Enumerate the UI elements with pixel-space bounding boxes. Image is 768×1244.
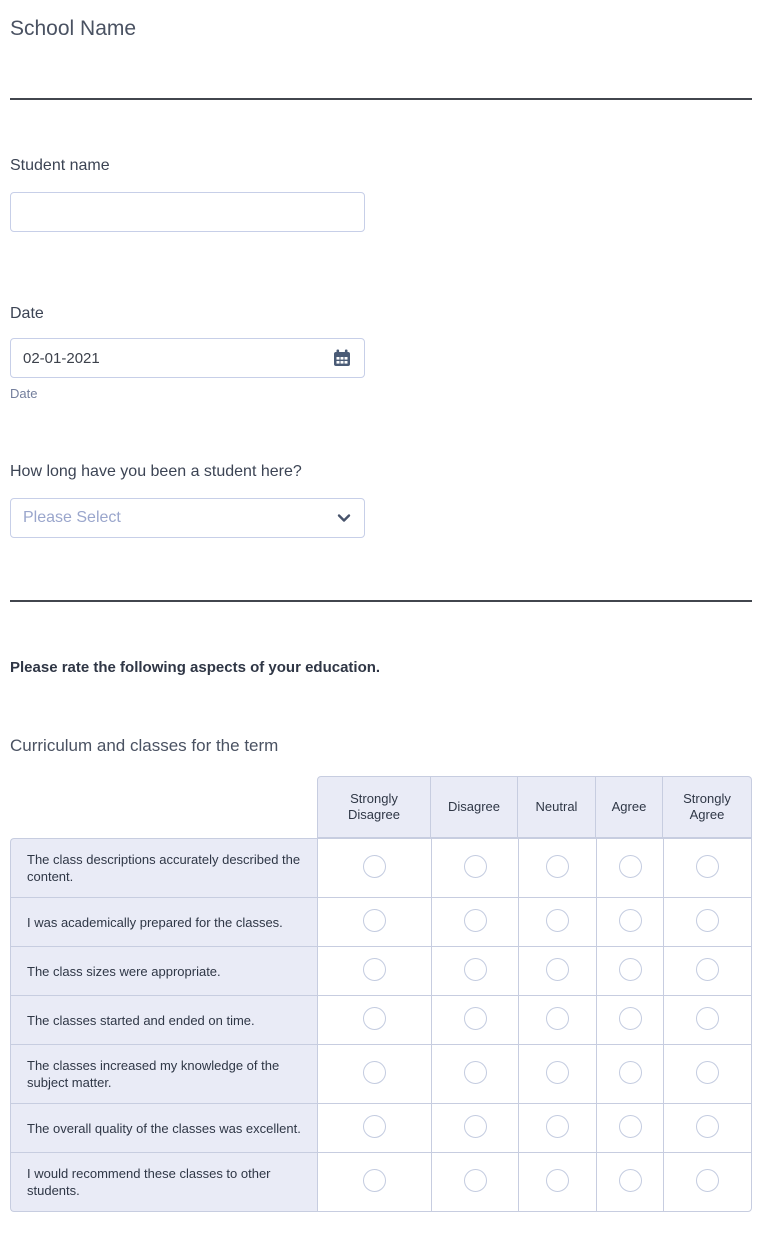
matrix-radio[interactable] (363, 855, 386, 878)
matrix-cell[interactable] (663, 897, 752, 946)
matrix-cell[interactable] (518, 1152, 596, 1212)
matrix-row (10, 897, 752, 946)
matrix-cell[interactable] (317, 838, 431, 897)
duration-select[interactable] (10, 498, 365, 538)
matrix-cell[interactable] (663, 1103, 752, 1152)
matrix-radio[interactable] (464, 909, 487, 932)
matrix-radio[interactable] (619, 855, 642, 878)
matrix-cell[interactable] (596, 838, 663, 897)
matrix-cell[interactable] (596, 1044, 663, 1103)
matrix-cell[interactable] (431, 995, 518, 1044)
matrix-cell[interactable] (663, 1044, 752, 1103)
matrix-radio[interactable] (696, 1007, 719, 1030)
matrix-cell[interactable] (518, 897, 596, 946)
matrix-row (10, 1103, 752, 1152)
matrix-cell[interactable] (596, 995, 663, 1044)
matrix-radio[interactable] (546, 958, 569, 981)
matrix-radio[interactable] (464, 1169, 487, 1192)
section-divider (10, 98, 752, 100)
matrix-cell[interactable] (431, 946, 518, 995)
matrix-corner-cell (10, 776, 317, 838)
matrix-radio[interactable] (546, 1169, 569, 1192)
matrix-cell[interactable] (431, 1044, 518, 1103)
matrix-cell[interactable] (663, 838, 752, 897)
calendar-glyph (332, 348, 352, 368)
matrix-radio[interactable] (363, 1115, 386, 1138)
matrix-cell[interactable] (518, 995, 596, 1044)
rating-intro-text: Please rate the following aspects of your education. (10, 659, 381, 676)
matrix-column-header: Strongly Disagree (317, 776, 431, 838)
matrix-row-label: The classes increased my knowledge of the subject matter. (10, 1044, 317, 1103)
matrix-radio[interactable] (464, 855, 487, 878)
matrix-cell[interactable] (518, 946, 596, 995)
matrix-radio[interactable] (363, 958, 386, 981)
matrix-radio[interactable] (696, 958, 719, 981)
date-sublabel: Date (10, 386, 38, 401)
date-field (10, 338, 365, 378)
matrix-radio[interactable] (619, 1061, 642, 1084)
matrix-radio[interactable] (363, 909, 386, 932)
matrix-radio[interactable] (464, 958, 487, 981)
matrix-header-row (10, 776, 752, 838)
matrix-cell[interactable] (518, 1044, 596, 1103)
matrix-cell[interactable] (663, 1152, 752, 1212)
matrix-cell[interactable] (596, 897, 663, 946)
matrix-radio[interactable] (464, 1061, 487, 1084)
matrix-row-label: I was academically prepared for the classes. (10, 897, 317, 946)
matrix-row (10, 995, 752, 1044)
matrix-radio[interactable] (546, 1061, 569, 1084)
matrix-column-header: Disagree (431, 776, 518, 838)
matrix-row (10, 1044, 752, 1103)
matrix-row (10, 946, 752, 995)
matrix-cell[interactable] (317, 995, 431, 1044)
matrix-radio[interactable] (696, 1115, 719, 1138)
duration-label: How long have you been a student here? (10, 463, 302, 480)
matrix-row (10, 838, 752, 897)
section-divider (10, 600, 752, 602)
matrix-row-label: The class sizes were appropriate. (10, 946, 317, 995)
rating-matrix (10, 776, 752, 1212)
matrix-radio[interactable] (696, 855, 719, 878)
chevron-down-icon (336, 510, 352, 526)
matrix-cell[interactable] (317, 1152, 431, 1212)
matrix-column-header: Strongly Agree (663, 776, 752, 838)
matrix-cell[interactable] (596, 1103, 663, 1152)
matrix-cell[interactable] (596, 1152, 663, 1212)
matrix-cell[interactable] (431, 1152, 518, 1212)
matrix-column-header: Neutral (518, 776, 596, 838)
matrix-radio[interactable] (619, 1115, 642, 1138)
matrix-cell[interactable] (663, 995, 752, 1044)
matrix-row-label: I would recommend these classes to other students. (10, 1152, 317, 1212)
matrix-cell[interactable] (431, 897, 518, 946)
matrix-radio[interactable] (363, 1007, 386, 1030)
matrix-radio[interactable] (696, 909, 719, 932)
matrix-cell[interactable] (596, 946, 663, 995)
matrix-cell[interactable] (518, 1103, 596, 1152)
matrix-radio[interactable] (619, 958, 642, 981)
matrix-radio[interactable] (546, 1115, 569, 1138)
student-name-input[interactable] (10, 192, 365, 232)
matrix-cell[interactable] (317, 897, 431, 946)
matrix-row-label: The overall quality of the classes was excellent. (10, 1103, 317, 1152)
date-label: Date (10, 305, 44, 322)
matrix-radio[interactable] (619, 909, 642, 932)
page-title: School Name (10, 17, 137, 40)
duration-select-value: Please Select (23, 509, 121, 526)
matrix-cell[interactable] (317, 946, 431, 995)
matrix-radio[interactable] (546, 855, 569, 878)
matrix-radio[interactable] (619, 1007, 642, 1030)
matrix-radio[interactable] (363, 1061, 386, 1084)
matrix-cell[interactable] (663, 946, 752, 995)
matrix-radio[interactable] (546, 1007, 569, 1030)
matrix-title: Curriculum and classes for the term (10, 736, 279, 755)
matrix-cell[interactable] (431, 1103, 518, 1152)
matrix-radio[interactable] (546, 909, 569, 932)
matrix-row-label: The classes started and ended on time. (10, 995, 317, 1044)
matrix-cell[interactable] (518, 838, 596, 897)
matrix-radio[interactable] (696, 1061, 719, 1084)
matrix-row (10, 1152, 752, 1212)
matrix-radio[interactable] (619, 1169, 642, 1192)
matrix-column-header: Agree (596, 776, 663, 838)
matrix-radio[interactable] (363, 1169, 386, 1192)
matrix-radio[interactable] (464, 1115, 487, 1138)
matrix-radio[interactable] (696, 1169, 719, 1192)
student-name-label: Student name (10, 157, 110, 174)
matrix-row-label: The class descriptions accurately described the content. (10, 838, 317, 897)
matrix-cell[interactable] (317, 1103, 431, 1152)
matrix-radio[interactable] (464, 1007, 487, 1030)
date-input[interactable] (10, 338, 365, 378)
calendar-icon[interactable] (329, 346, 355, 370)
matrix-cell[interactable] (317, 1044, 431, 1103)
matrix-cell[interactable] (431, 838, 518, 897)
